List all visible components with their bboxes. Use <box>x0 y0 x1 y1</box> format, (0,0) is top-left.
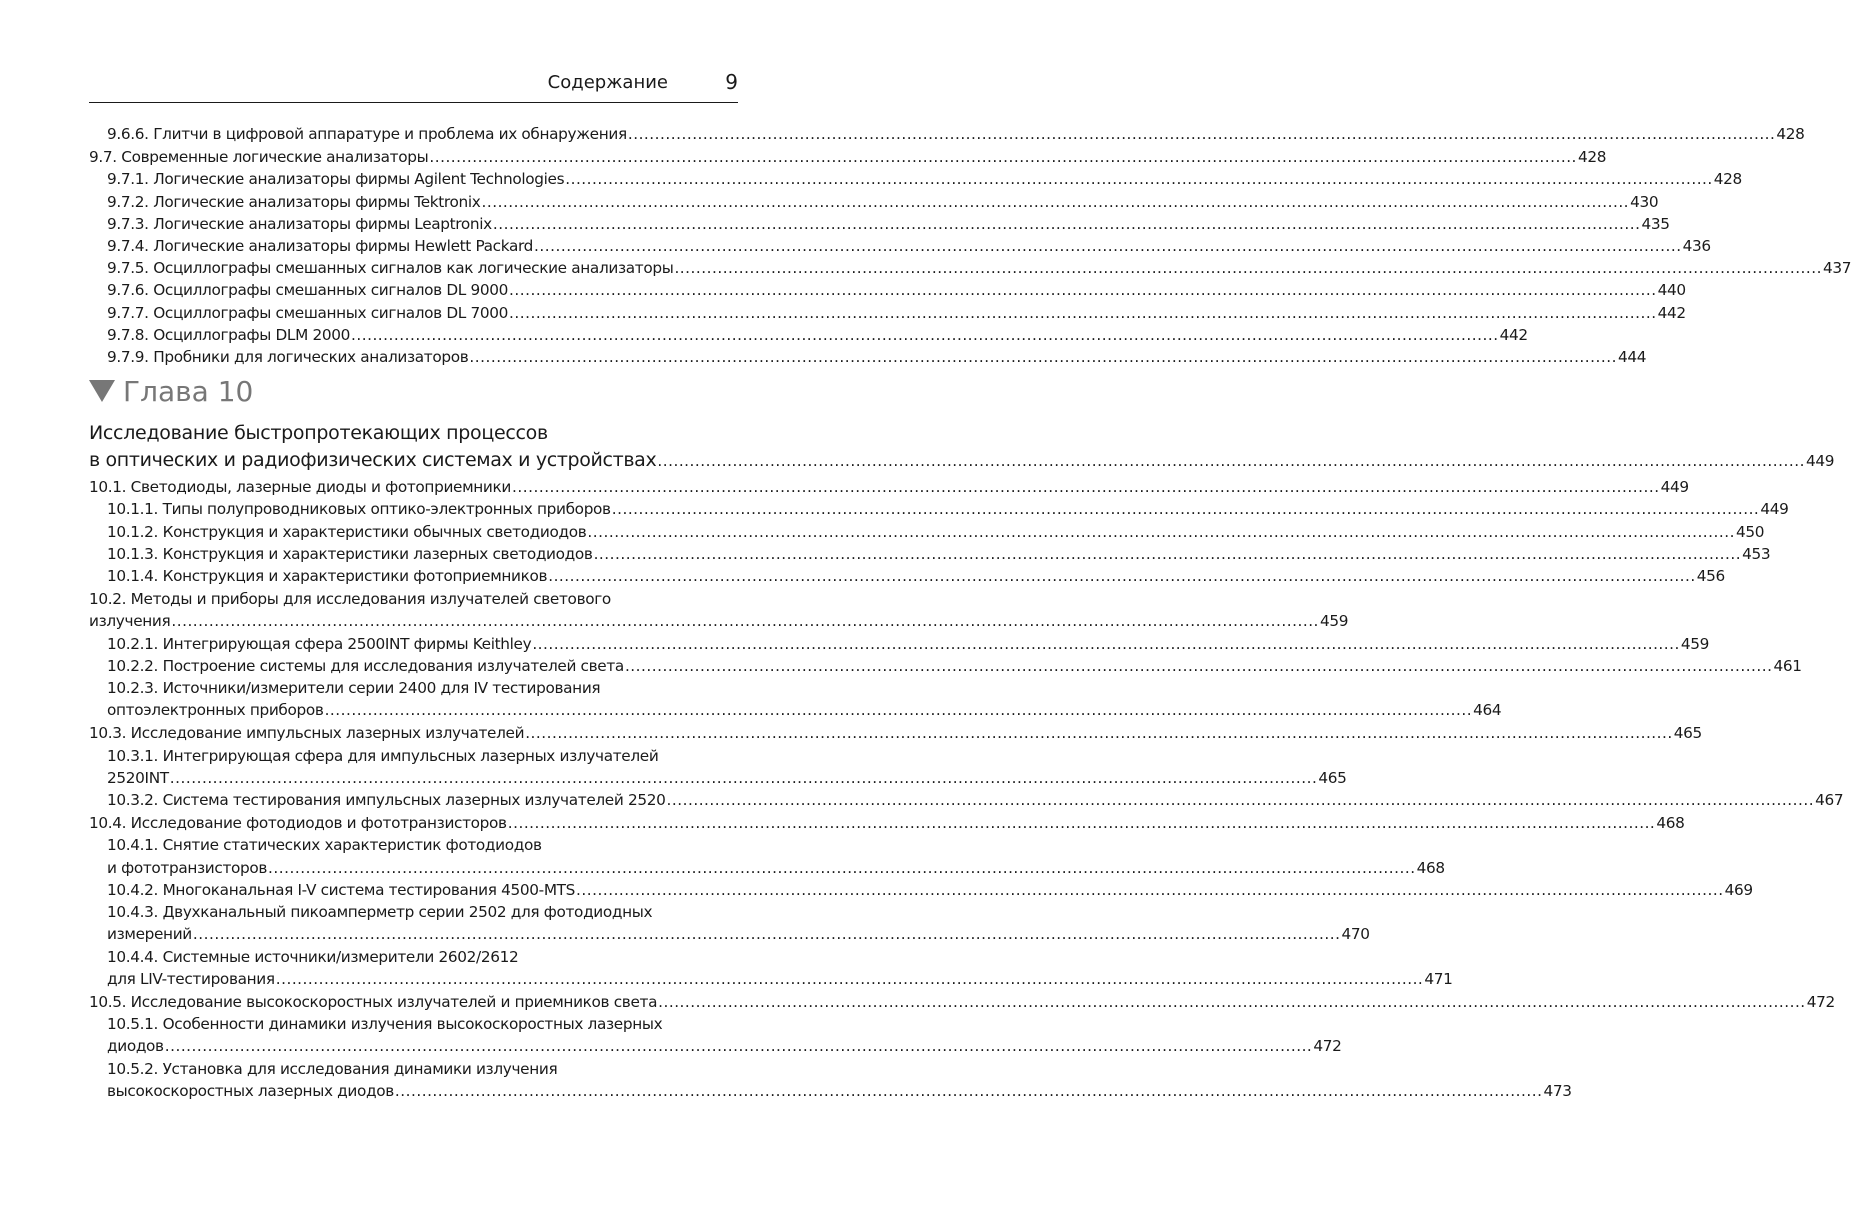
toc-entry-title: 2520INT <box>107 768 169 787</box>
toc-entry-title: и фототранзисторов <box>107 858 268 877</box>
toc-entry-title: 9.7.4. Логические анализаторы фирмы Hewlett Packard <box>107 237 534 256</box>
chapter-title-line2 <box>89 447 1835 475</box>
toc-entry-title: 9.7.1. Логические анализаторы фирмы Agilent Technologies <box>107 170 565 189</box>
toc-leader-dots <box>594 543 1742 565</box>
toc-leader-dots <box>548 565 1696 587</box>
toc-entry-title: 10.2.1. Интегрирующая сфера 2500INT фирмы Keithley <box>107 634 532 653</box>
toc-entry-title: диодов <box>107 1037 164 1056</box>
running-header <box>89 72 738 103</box>
toc-entry <box>89 324 1528 346</box>
running-header-title: Содержание <box>547 72 668 93</box>
toc-page-number: 449 <box>1660 478 1689 497</box>
toc-leader-dots <box>576 879 1724 901</box>
toc-entry-title: 9.7.5. Осциллографы смешанных сигналов как логические анализаторы <box>107 259 674 278</box>
toc-entry-line: 10.4.1. Снятие статических характеристик фотодиодов <box>107 836 542 855</box>
chapter-label: Глава 10 <box>123 374 254 408</box>
toc-entry-title: 10.1. Светодиоды, лазерные диоды и фотоприемники <box>89 478 512 497</box>
toc-leader-dots <box>481 191 1629 213</box>
toc-entry <box>89 346 1647 368</box>
toc-entry-title: 9.7.7. Осциллографы смешанных сигналов DL 7000 <box>107 303 509 322</box>
toc-entry-line: 10.2.3. Источники/измерители серии 2400 для IV тестирования <box>107 679 601 698</box>
toc-entry <box>89 610 1349 632</box>
toc-entry <box>89 235 1711 257</box>
page-number: 9 <box>725 70 738 94</box>
toc-page-number: 456 <box>1696 567 1725 586</box>
toc-page-number: 465 <box>1673 724 1702 743</box>
toc-page-number: 450 <box>1736 522 1765 541</box>
toc-entry <box>89 476 1689 498</box>
toc-leader-dots <box>171 610 1319 632</box>
toc-entry <box>89 146 1607 168</box>
toc-leader-dots <box>165 1035 1313 1057</box>
toc-leader-dots <box>493 213 1641 235</box>
toc-entry-title: 10.2.2. Построение системы для исследования излучателей света <box>107 656 624 675</box>
toc-entry <box>89 279 1686 301</box>
toc-entry-title: 10.1.1. Типы полупроводниковых оптико-электронных приборов <box>107 500 611 519</box>
toc-leader-dots <box>509 302 1657 324</box>
toc-entry-title: в оптических и радиофизических системах и устройствах <box>89 449 657 472</box>
toc-entry <box>89 879 1753 901</box>
toc-page-number: 461 <box>1773 656 1802 675</box>
toc-entry-title: 10.3. Исследование импульсных лазерных излучателей <box>89 724 525 743</box>
toc-entry <box>89 168 1742 190</box>
toc-entry-title: высокоскоростных лазерных диодов <box>107 1081 394 1100</box>
toc-entry <box>89 767 1347 789</box>
toc-page-number: 435 <box>1641 214 1670 233</box>
toc-leader-dots <box>325 699 1473 721</box>
toc-entry <box>89 213 1670 235</box>
toc-leader-dots <box>628 123 1776 145</box>
toc-leader-dots <box>587 521 1735 543</box>
toc-page-number: 453 <box>1742 544 1771 563</box>
toc-leader-dots <box>469 346 1617 368</box>
toc-entry-title: 9.7.6. Осциллографы смешанных сигналов DL 9000 <box>107 281 509 300</box>
toc-page-number: 444 <box>1617 348 1647 367</box>
toc-entry-line: 10.4.4. Системные источники/измерители 2602/2612 <box>107 947 519 966</box>
toc-entry <box>89 257 1851 279</box>
table-of-contents <box>89 123 1851 1102</box>
toc-entry <box>89 722 1702 744</box>
toc-leader-dots <box>534 235 1682 257</box>
toc-page-number: 468 <box>1416 858 1445 877</box>
toc-leader-dots <box>429 146 1577 168</box>
toc-page-number: 449 <box>1805 452 1835 471</box>
toc-entry-title: 9.7.9. Пробники для логических анализаторов <box>107 348 469 367</box>
toc-leader-dots <box>674 257 1822 279</box>
toc-page-number: 464 <box>1473 701 1502 720</box>
triangle-down-icon <box>89 380 115 402</box>
toc-leader-dots <box>509 279 1657 301</box>
toc-page-number: 472 <box>1313 1037 1342 1056</box>
toc-page-number: 469 <box>1724 880 1753 899</box>
toc-leader-dots <box>351 324 1499 346</box>
toc-entry-title: 10.4. Исследование фотодиодов и фототранзисторов <box>89 814 507 833</box>
toc-entry-line: 10.4.3. Двухканальный пикоамперметр серии 2502 для фотодиодных <box>107 903 653 922</box>
toc-page-number: 459 <box>1319 612 1349 631</box>
toc-entry-title: измерений <box>107 925 192 944</box>
toc-entry-line: 10.5.1. Особенности динамики излучения высокоскоростных лазерных <box>107 1015 663 1034</box>
toc-entry-title: 10.3.2. Система тестирования импульсных лазерных излучателей 2520 <box>107 791 666 810</box>
toc-entry <box>89 633 1710 655</box>
toc-entry <box>89 655 1802 677</box>
toc-page-number: 472 <box>1806 992 1835 1011</box>
chapter-heading <box>89 374 738 408</box>
toc-entry <box>89 699 1502 721</box>
toc-page-number: 459 <box>1680 634 1710 653</box>
toc-page-number: 467 <box>1815 791 1844 810</box>
toc-entry <box>89 857 1445 879</box>
toc-leader-dots <box>193 923 1341 945</box>
toc-page-number: 468 <box>1656 814 1685 833</box>
toc-leader-dots <box>170 767 1318 789</box>
toc-entry <box>89 191 1659 213</box>
toc-entry-title: 10.1.4. Конструкция и характеристики фотоприемников <box>107 567 548 586</box>
toc-entry-title: излучения <box>89 612 171 631</box>
toc-page-number: 430 <box>1630 192 1659 211</box>
toc-leader-dots <box>395 1080 1543 1102</box>
toc-page-number: 437 <box>1823 259 1851 278</box>
toc-entry-title: 9.6.6. Глитчи в цифровой аппаратуре и проблема их обнаружения <box>107 125 627 143</box>
toc-entry <box>89 968 1453 990</box>
toc-entry-title: 10.5. Исследование высокоскоростных излучателей и приемников света <box>89 992 658 1011</box>
toc-entry <box>89 123 1805 145</box>
toc-page-number: 470 <box>1341 925 1370 944</box>
toc-entry-title: 9.7.2. Логические анализаторы фирмы Tektronix <box>107 192 481 211</box>
toc-leader-dots <box>512 476 1660 498</box>
toc-leader-dots <box>276 968 1424 990</box>
toc-leader-dots <box>667 789 1815 811</box>
toc-entry <box>89 543 1771 565</box>
toc-entry-title: 10.1.2. Конструкция и характеристики обычных светодиодов <box>107 522 587 541</box>
toc-entry <box>89 991 1835 1013</box>
toc-entry-line: 10.5.2. Установка для исследования динамики излучения <box>107 1059 558 1078</box>
toc-entry <box>89 923 1370 945</box>
toc-entry <box>89 812 1685 834</box>
chapter-title-line1: Исследование быстропротекающих процессов <box>89 422 548 445</box>
toc-page-number: 449 <box>1760 500 1789 519</box>
toc-page-number: 442 <box>1499 325 1528 344</box>
toc-leader-dots <box>525 722 1673 744</box>
toc-page-number: 428 <box>1577 148 1607 167</box>
toc-leader-dots <box>508 812 1656 834</box>
toc-entry <box>89 1035 1342 1057</box>
toc-leader-dots <box>565 168 1713 190</box>
toc-entry-title: для LIV-тестирования <box>107 969 275 988</box>
toc-entry <box>89 498 1789 520</box>
toc-page-number: 471 <box>1424 969 1453 988</box>
toc-page-number: 465 <box>1318 768 1347 787</box>
toc-entry-line: 10.3.1. Интегрирующая сфера для импульсных лазерных излучателей <box>107 746 659 765</box>
toc-entry-title: 9.7.3. Логические анализаторы фирмы Leaptronix <box>107 214 492 233</box>
toc-entry-title: оптоэлектронных приборов <box>107 701 324 720</box>
toc-entry-title: 10.4.2. Многоканальная I-V система тестирования 4500-MTS <box>107 880 576 899</box>
toc-page-number: 440 <box>1657 281 1686 300</box>
toc-page-number: 436 <box>1682 237 1711 256</box>
toc-entry-title: 9.7.8. Осциллографы DLM 2000 <box>107 325 350 344</box>
toc-leader-dots <box>612 498 1760 520</box>
toc-entry <box>89 302 1686 324</box>
toc-entry <box>89 521 1765 543</box>
toc-entry <box>89 565 1725 587</box>
toc-entry <box>89 1080 1572 1102</box>
toc-entry-title: 10.1.3. Конструкция и характеристики лазерных светодиодов <box>107 544 593 563</box>
toc-leader-dots <box>268 857 1416 879</box>
toc-leader-dots <box>625 655 1773 677</box>
toc-page-number: 473 <box>1543 1081 1572 1100</box>
toc-page-number: 442 <box>1657 303 1686 322</box>
toc-leader-dots <box>658 991 1806 1013</box>
toc-entry-title: 9.7. Современные логические анализаторы <box>89 148 429 167</box>
toc-entry <box>89 789 1844 811</box>
toc-entry-line: 10.2. Методы и приборы для исследования излучателей светового <box>89 590 611 609</box>
toc-page-number: 428 <box>1713 170 1742 189</box>
toc-page-number: 428 <box>1776 125 1805 143</box>
toc-leader-dots <box>532 633 1680 655</box>
toc-leader-dots <box>657 448 1805 475</box>
